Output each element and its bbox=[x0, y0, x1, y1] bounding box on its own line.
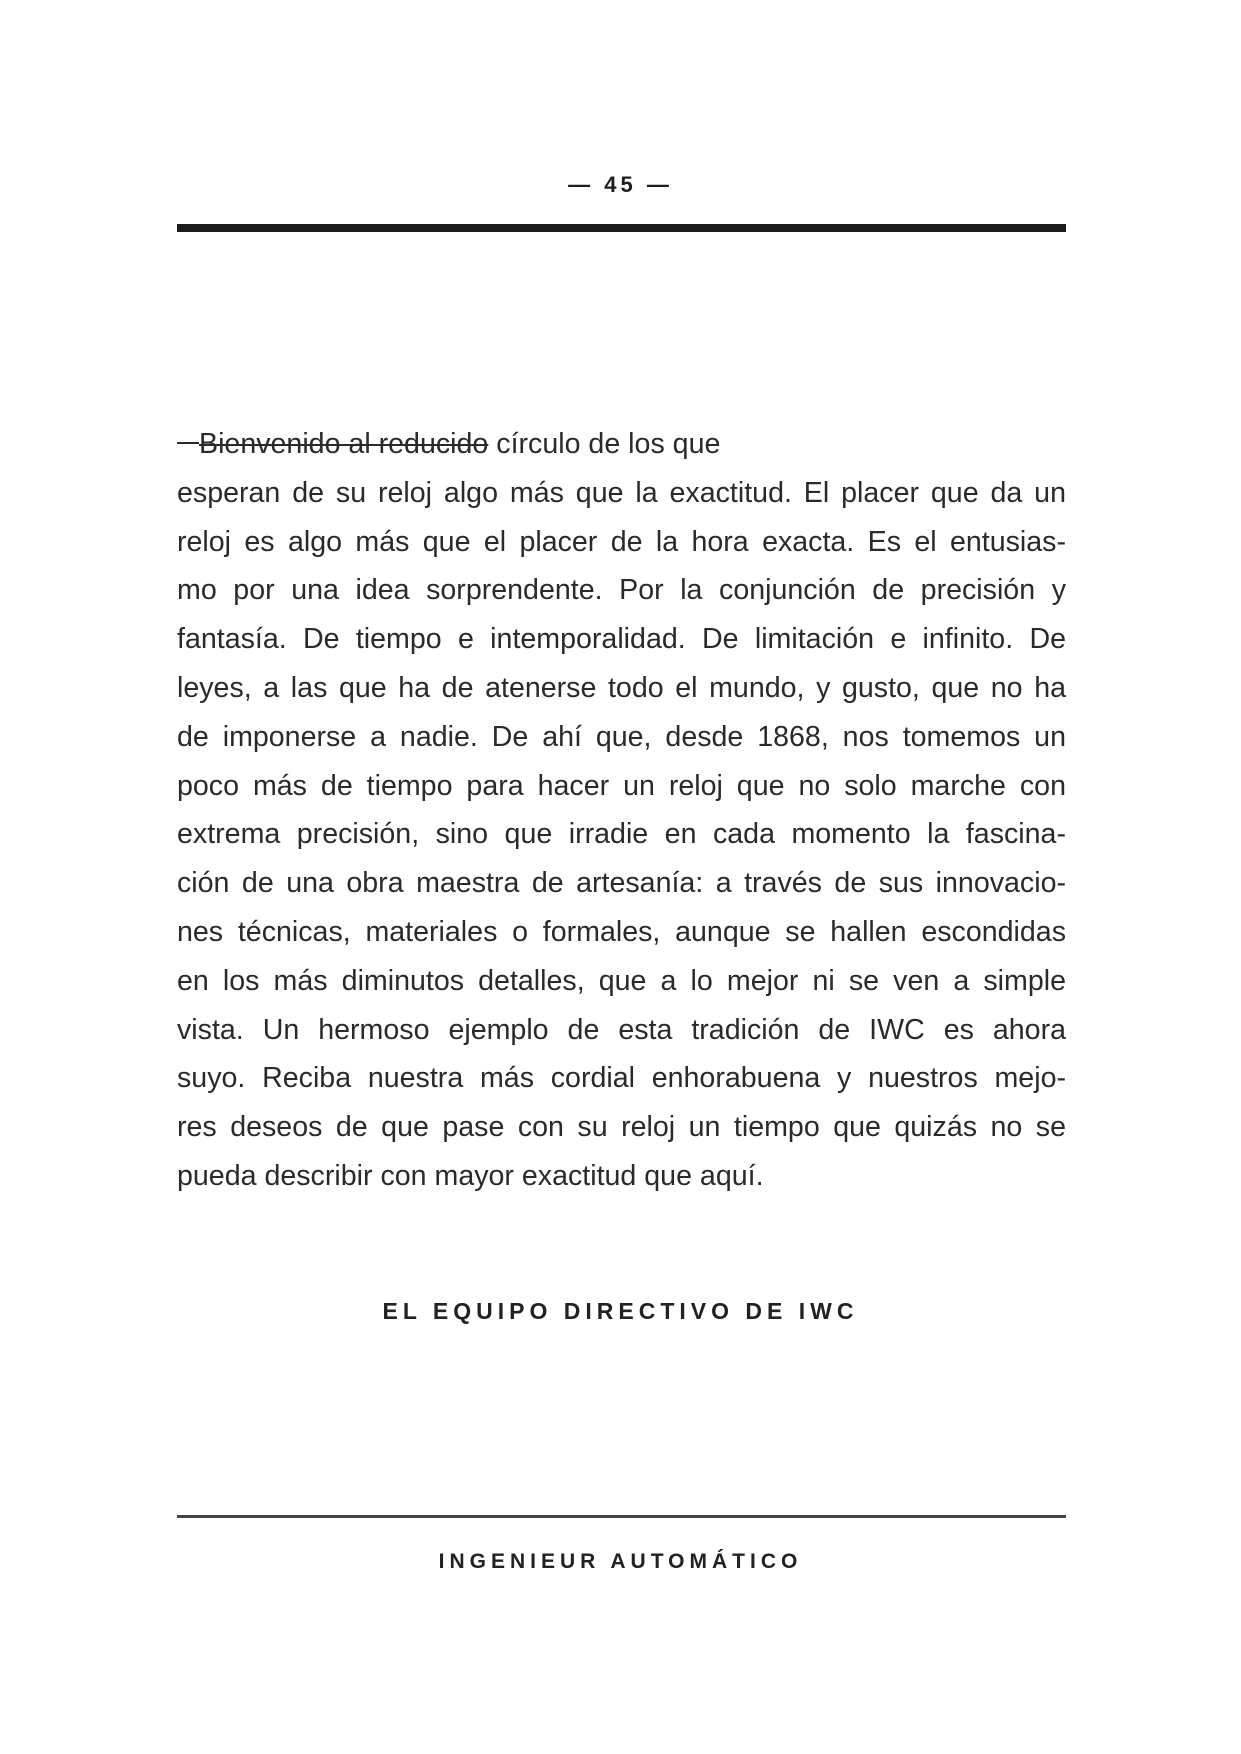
letter-line-first bbox=[177, 420, 1066, 469]
header-rule bbox=[177, 224, 1066, 232]
letter-line: en los más diminutos detalles, que a lo mejor ni se ven a simple bbox=[177, 964, 1066, 997]
letter-line: ción de una obra maestra de artesanía: a través de sus innovacio- bbox=[177, 867, 1066, 900]
lead-dash bbox=[177, 442, 199, 444]
letter-line: extrema precisión, sino que irradie en cada momento la fascina- bbox=[177, 818, 1066, 851]
letter-line: fantasía. De tiempo e intemporalidad. De limitación e infinito. De bbox=[177, 623, 1066, 656]
letter-line-last: pueda describir con mayor exactitud que aquí. bbox=[177, 1159, 764, 1192]
letter-line: reloj es algo más que el placer de la hora exacta. Es el entusias- bbox=[177, 525, 1066, 558]
letter-signature: EL EQUIPO DIRECTIVO DE IWC bbox=[382, 1298, 859, 1324]
letter-body bbox=[177, 420, 1066, 1201]
letter-line: poco más de tiempo para hacer un reloj que no solo marche con bbox=[177, 769, 1066, 802]
letter-line: nes técnicas, materiales o formales, aunque se hallen escondidas bbox=[177, 915, 1066, 948]
letter-line: de imponerse a nadie. De ahí que, desde 1868, nos tomemos un bbox=[177, 720, 1066, 753]
letter-line: res deseos de que pase con su reloj un tiempo que quizás no se bbox=[177, 1111, 1066, 1144]
footer-title: INGENIEUR AUTOMÁTICO bbox=[438, 1550, 803, 1573]
letter-line-text: círculo de los que bbox=[488, 428, 721, 460]
letter-line: suyo. Reciba nuestra más cordial enhorabuena y nuestros mejo- bbox=[177, 1062, 1066, 1095]
letter-line: vista. Un hermoso ejemplo de esta tradición de IWC es ahora bbox=[177, 1013, 1066, 1046]
letter-line: esperan de su reloj algo más que la exactitud. El placer que da un bbox=[177, 476, 1066, 509]
footer-rule bbox=[177, 1515, 1066, 1518]
letter-line: leyes, a las que ha de atenerse todo el mundo, y gusto, que no ha bbox=[177, 671, 1066, 704]
page-number: — 45 — bbox=[568, 172, 673, 197]
struck-text: Bienvenido al reducido bbox=[199, 428, 489, 460]
letter-line: mo por una idea sorprendente. Por la conjunción de precisión y bbox=[177, 574, 1066, 607]
